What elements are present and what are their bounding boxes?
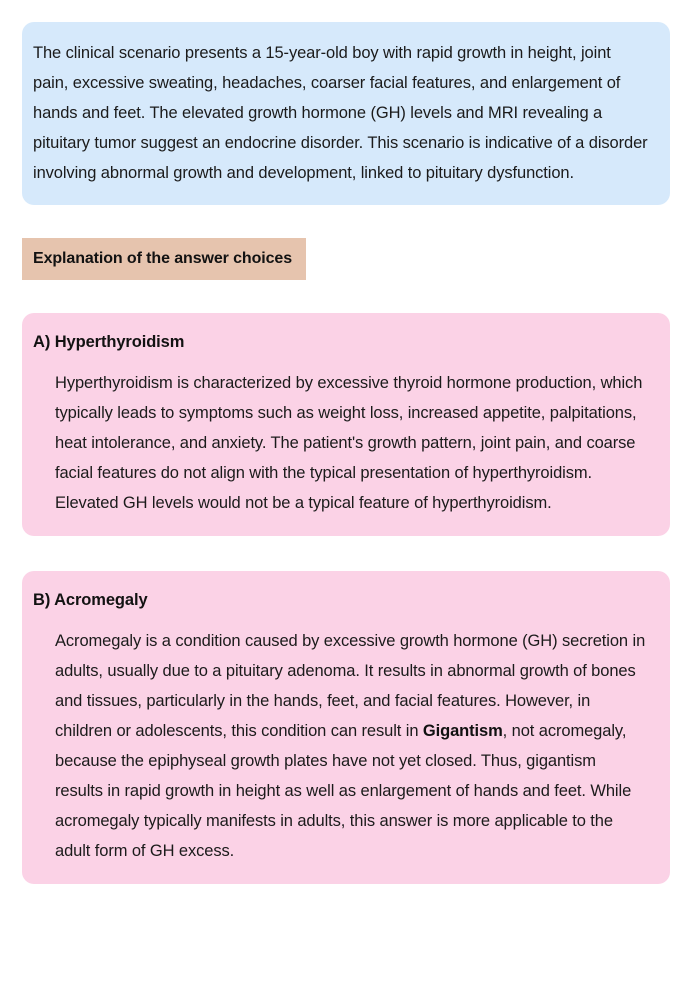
answer-choice-heading-b: B) Acromegaly [33,591,148,609]
answer-choice-body-b-suffix: , not acromegaly, because the epiphyseal growth plates have not yet closed. Thus, gigantism results in rapid growth in height as well as enlargement of hands and feet. While acromegaly typically manifests in adults, this answer is more applicable to the adult form of GH excess. [55,722,632,860]
explanation-header-banner [22,238,306,280]
answer-choice-body-b [33,626,648,866]
clinical-scenario-card [22,22,670,205]
answer-choice-body-a-prefix: Hyperthyroidism is characterized by excessive thyroid hormone production, which typically leads to symptoms such as weight loss, increased appetite, palpitations, heat intolerance, and anxiety. The patient's growth pattern, joint pain, and coarse facial features do not align with the typical presentation of hyperthyroidism. Elevated GH levels would not be a typical feature of hyperthyroidism. [55,374,643,512]
answer-choice-body-b-bold: Gigantism [422,722,503,740]
answer-choice-body-b-prefix: Acromegaly is a condition caused by excessive growth hormone (GH) secretion in adults, usually due to a pituitary adenoma. It results in abnormal growth of bones and tissues, particularly in the hands, feet, and facial features. However, in children or adolescents, this condition can result in [55,632,646,740]
answer-choice-card-a [22,313,670,536]
answer-choice-heading-a: A) Hyperthyroidism [33,333,185,351]
answer-choice-card-b [22,571,670,884]
answer-choice-body-a [33,368,648,518]
explanation-header-label: Explanation of the answer choices [33,250,292,267]
clinical-scenario-text: The clinical scenario presents a 15-year-old boy with rapid growth in height, joint pain, excessive sweating, headaches, coarser facial features, and enlargement of hands and feet. The elevated growth hormone (GH) levels and MRI revealing a pituitary tumor suggest an endocrine disorder. This scenario is indicative of a disorder involving abnormal growth and development, linked to pituitary dysfunction. [33,44,648,182]
